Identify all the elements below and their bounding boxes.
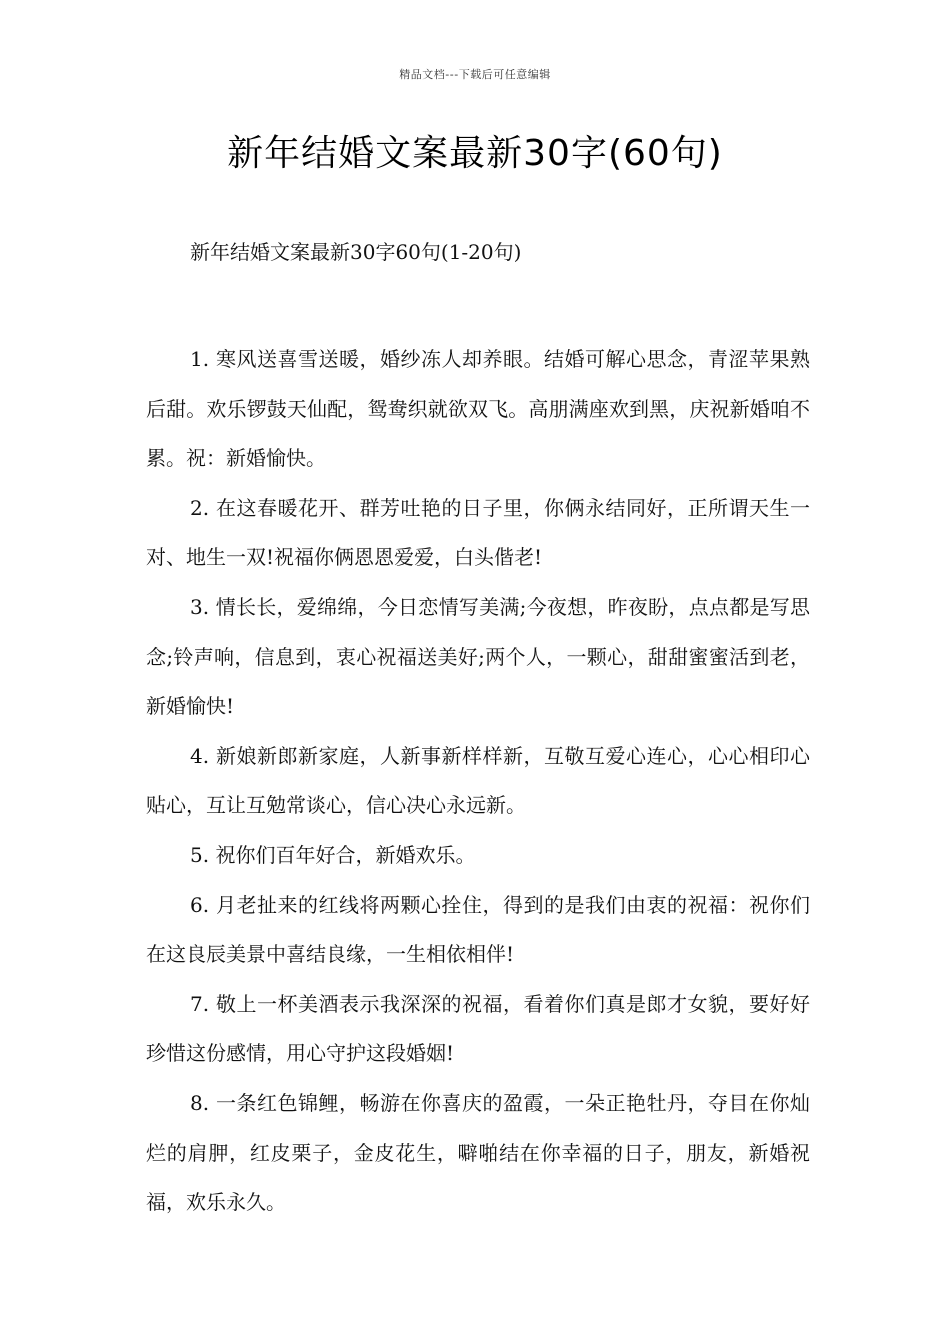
paragraph-1: 1. 寒风送喜雪送暖，婚纱冻人却养眼。结婚可解心思念，青涩苹果熟后甜。欢乐锣鼓天仙配，鸳鸯织就欲双飞。高朋满座欢到黑，庆祝新婚咱不累。祝：新婚愉快。: [146, 347, 810, 471]
document-body: [146, 335, 810, 1228]
paragraph-2: 2. 在这春暖花开、群芳吐艳的日子里，你俩永结同好，正所谓天生一对、地生一双!祝福你俩恩恩爱爱，白头偕老!: [146, 495, 810, 570]
paragraph-5: 5. 祝你们百年好合，新婚欢乐。: [190, 842, 476, 867]
paragraph-8: 8. 一条红色锦鲤，畅游在你喜庆的盈霞，一朵正艳牡丹，夺目在你灿烂的肩胛，红皮栗子，金皮花生，噼啪结在你幸福的日子，朋友，新婚祝福，欢乐永久。: [146, 1090, 810, 1215]
paragraph-6: 6. 月老扯来的红线将两颗心拴住，得到的是我们由衷的祝福：祝你们在这良辰美景中喜结良缘，一生相依相伴!: [146, 892, 810, 967]
paragraph-4: 4. 新娘新郎新家庭，人新事新样样新，互敬互爱心连心，心心相印心贴心，互让互勉常谈心，信心决心永远新。: [146, 743, 810, 818]
header-note: 精品文档---下载后可任意编辑: [399, 68, 551, 81]
paragraph-3: 3. 情长长，爱绵绵，今日恋情写美满;今夜想，昨夜盼，点点都是写思念;铃声响，信息到，衷心祝福送美好;两个人，一颗心，甜甜蜜蜜活到老，新婚愉快!: [146, 594, 810, 719]
paragraph-7: 7. 敬上一杯美酒表示我深深的祝福，看着你们真是郎才女貌，要好好珍惜这份感情，用心守护这段婚姻!: [146, 991, 810, 1066]
document-subtitle: 新年结婚文案最新30字60句(1-20句): [190, 240, 522, 264]
document-title: 新年结婚文案最新30字(60句): [227, 133, 723, 174]
